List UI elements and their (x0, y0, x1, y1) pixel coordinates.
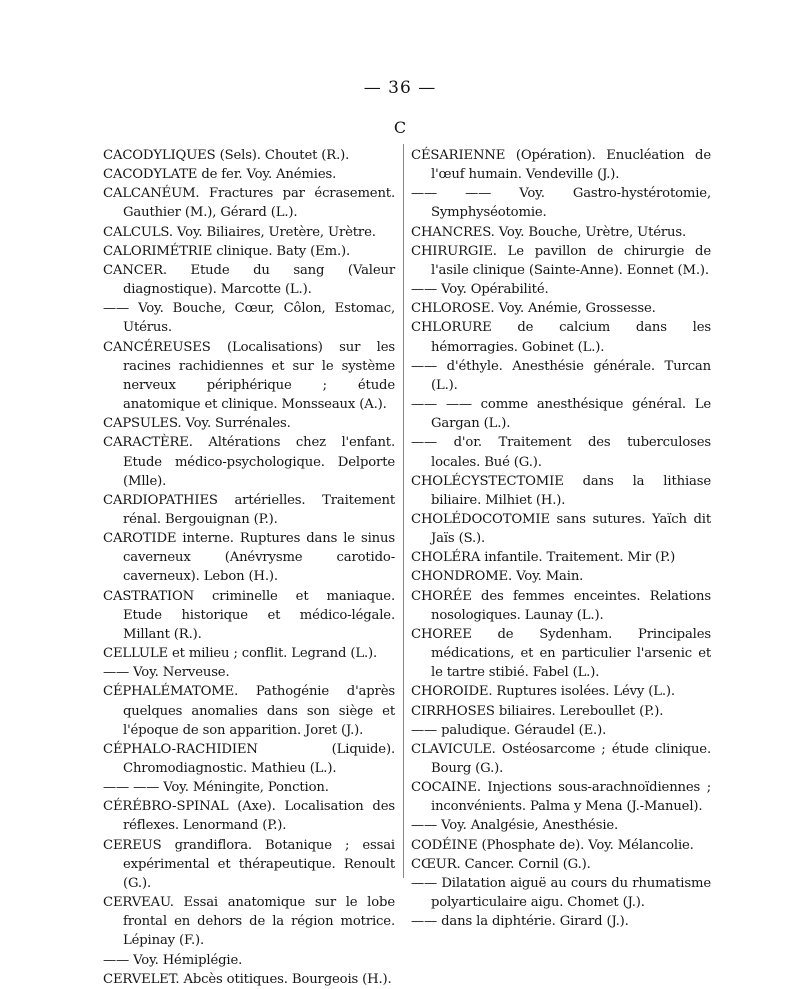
index-entry: —— Voy. Analgésie, Anesthésie. (411, 818, 619, 834)
index-entry: —— dans la diphtérie. Girard (J.). (411, 914, 629, 930)
index-entry: CAROTIDE interne. Ruptures dans le sinus caverneux (Anévrysme carotido-caverneux). Lebon (H.). (103, 531, 395, 585)
index-entry: CŒUR. Cancer. Cornil (G.). (411, 856, 591, 872)
index-entry: CÉRÉBRO-SPINAL (Axe). Localisation des réflexes. Lenormand (P.). (103, 799, 395, 834)
index-entry: CHORÉE des femmes enceintes. Relations nosologiques. Launay (L.). (411, 588, 711, 623)
index-entry: —— Voy. Nerveuse. (103, 665, 230, 681)
index-entry: CALCULS. Voy. Biliaires, Uretère, Urètre. (103, 224, 376, 240)
index-entry: CHOLÉDOCOTOMIE sans sutures. Yaïch dit Jaïs (S.). (411, 511, 711, 547)
index-column-left (103, 146, 395, 989)
index-entry: CHANCRES. Voy. Bouche, Urètre, Utérus. (411, 224, 687, 240)
index-entry: CAPSULES. Voy. Surrénales. (103, 416, 291, 432)
index-entry: CÉPHALÉMATOME. Pathogénie d'après quelques anomalies dans son siège et l'époque de son apparition. Joret (J.). (103, 684, 395, 738)
index-entry: —— Voy. Opérabilité. (411, 282, 549, 298)
index-entry: CHOREE de Sydenham. Principales médications, et en particulier l'arsenic et le tartre stibié. Fabel (L.). (411, 626, 711, 681)
index-entry: CHOLÉRA infantile. Traitement. Mir (P.) (411, 550, 676, 566)
index-entry: CERVELET. Abcès otitiques. Bourgeois (H.). (103, 971, 392, 987)
index-entry: CALCANÉUM. Fractures par écrasement. Gauthier (M.), Gérard (L.). (103, 186, 395, 221)
index-entry: CHOLÉCYSTECTOMIE dans la lithiase biliaire. Milhiet (H.). (411, 473, 711, 508)
index-entry: CARDIOPATHIES artérielles. Traitement rénal. Bergouignan (P.). (103, 492, 395, 527)
index-entry: CELLULE et milieu ; conflit. Legrand (L.). (103, 646, 378, 662)
column-divider (403, 144, 404, 878)
index-entry: COCAINE. Injections sous-arachnoïdiennes ; inconvénients. Palma y Mena (J.-Manuel). (411, 780, 711, 815)
index-entry: CLAVICULE. Ostéosarcome ; étude clinique. Bourg (G.). (411, 741, 711, 776)
index-entry: —— —— comme anesthésique général. Le Gargan (L.). (411, 397, 711, 432)
index-entry: CARACTÈRE. Altérations chez l'enfant. Etude médico-psychologique. Delporte (Mlle). (103, 435, 395, 489)
section-letter: C (393, 118, 407, 137)
index-entry: —— Voy. Bouche, Cœur, Côlon, Estomac, Utérus. (103, 301, 395, 336)
index-entry: —— paludique. Géraudel (E.). (411, 722, 607, 738)
index-entry: —— Voy. Hémiplégie. (103, 952, 243, 968)
index-entry: CEREUS grandiflora. Botanique ; essai expérimental et thérapeutique. Renoult (G.). (103, 837, 395, 891)
index-entry: —— d'éthyle. Anesthésie générale. Turcan (L.). (411, 358, 711, 393)
index-entry: CHLOROSE. Voy. Anémie, Grossesse. (411, 301, 656, 317)
index-entry: CODÉINE (Phosphate de). Voy. Mélancolie. (411, 837, 694, 853)
index-entry: —— Dilatation aiguë au cours du rhumatisme polyarticulaire aigu. Chomet (J.). (411, 875, 711, 911)
index-column-right (411, 146, 711, 931)
index-entry: CHLORURE de calcium dans les hémorragies. Gobinet (L.). (411, 320, 711, 355)
index-entry: CHONDROME. Voy. Main. (411, 569, 584, 585)
index-entry: —— —— Voy. Gastro-hystérotomie, Symphyséotomie. (411, 186, 711, 221)
index-entry: CACODYLIQUES (Sels). Choutet (R.). (103, 148, 350, 163)
index-entry: CIRRHOSES biliaires. Lereboullet (P.). (411, 703, 664, 719)
index-entry: —— d'or. Traitement des tuberculoses locales. Bué (G.). (411, 435, 711, 470)
index-entry: CHIRURGIE. Le pavillon de chirurgie de l'asile clinique (Sainte-Anne). Eonnet (M.). (411, 243, 711, 278)
index-entry: CACODYLATE de fer. Voy. Anémies. (103, 167, 337, 183)
index-entry: CANCÉREUSES (Localisations) sur les racines rachidiennes et sur le système nerveux périphérique ; étude anatomique et clinique. Monsseaux (A.). (103, 339, 395, 413)
index-entry: CÉSARIENNE (Opération). Enucléation de l'œuf humain. Vendeville (J.). (411, 148, 711, 183)
index-entry: CANCER. Etude du sang (Valeur diagnostique). Marcotte (L.). (103, 262, 395, 298)
page-number: — 36 — (363, 78, 437, 98)
index-entry: CHOROIDE. Ruptures isolées. Lévy (L.). (411, 684, 675, 700)
index-entry: CÉPHALO-RACHIDIEN (Liquide). Chromodiagnostic. Mathieu (L.). (103, 741, 395, 776)
index-entry: CALORIMÉTRIE clinique. Baty (Em.). (103, 243, 351, 259)
index-entry: CASTRATION criminelle et maniaque. Etude historique et médico-légale. Millant (R.). (103, 588, 395, 642)
index-entry: CERVEAU. Essai anatomique sur le lobe frontal en dehors de la région motrice. Lépinay (F.). (103, 895, 395, 949)
index-entry: —— —— Voy. Méningite, Ponction. (103, 780, 329, 796)
